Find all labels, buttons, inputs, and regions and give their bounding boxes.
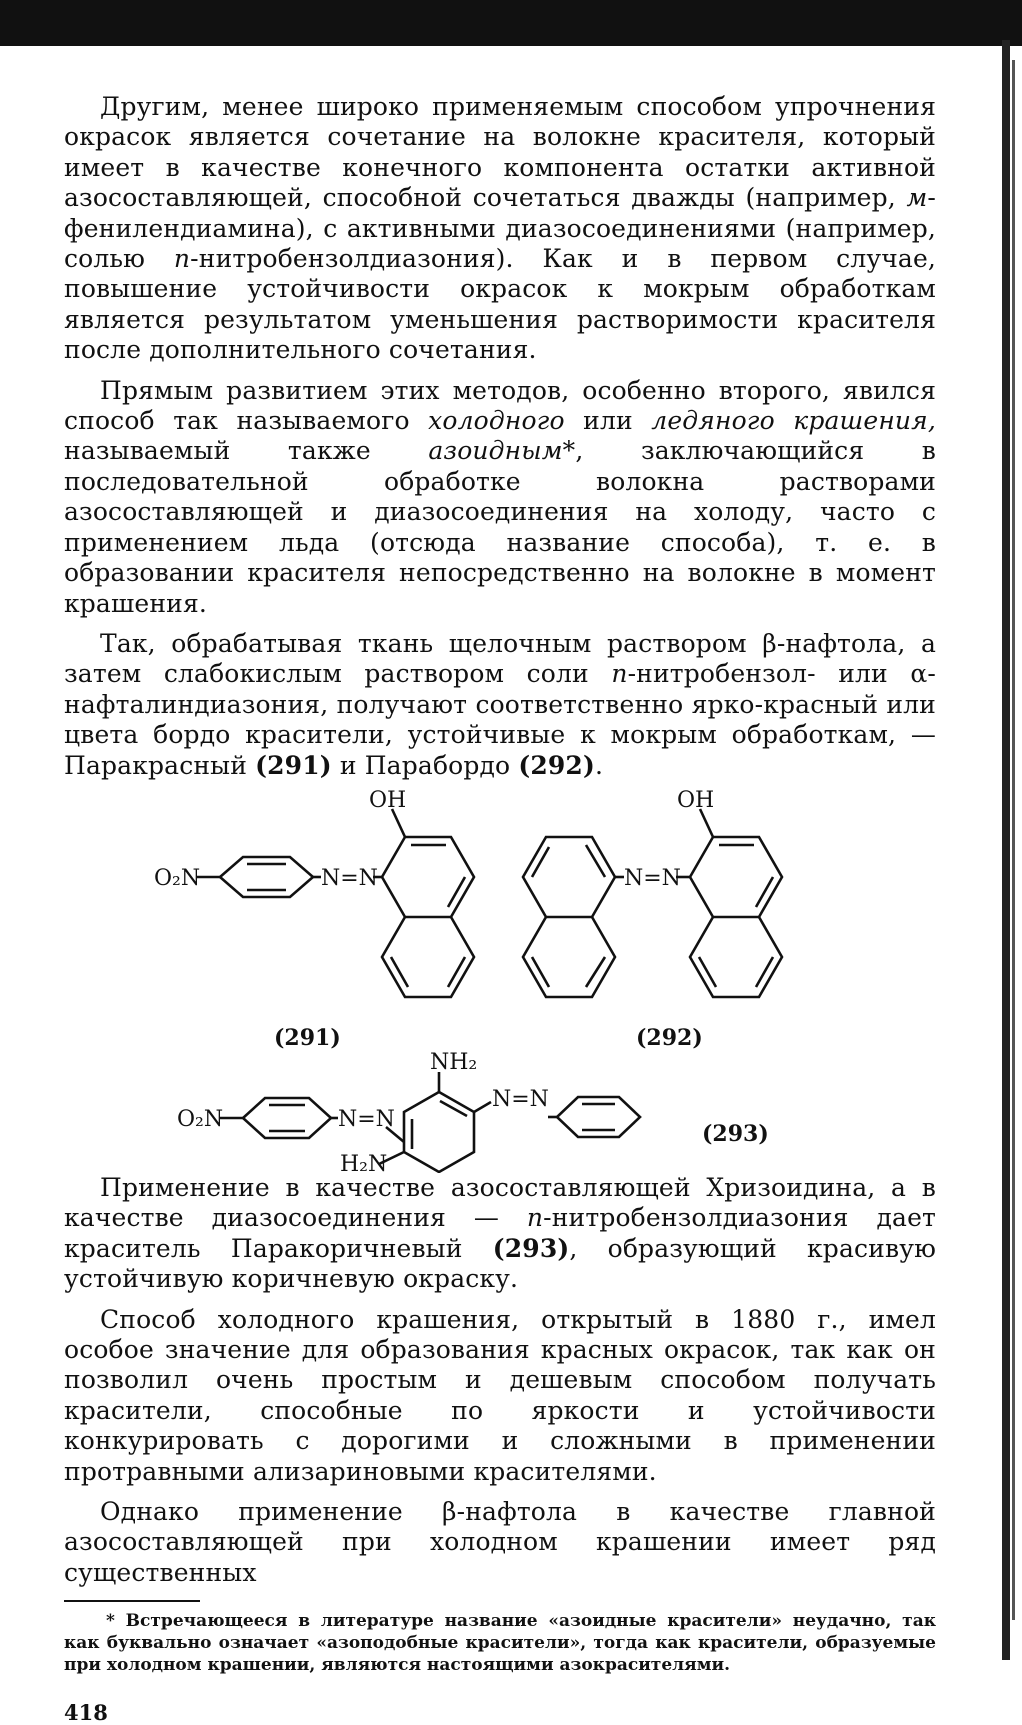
- scan-top-border: [0, 0, 1022, 46]
- naphthol-lower-ring-292: [690, 917, 782, 997]
- scan-right-border: [1002, 40, 1010, 1660]
- paragraph-4-text-a: Применение в качестве азосоставляющей Хризоидина, а в качестве диазосоединения —: [64, 1172, 936, 1233]
- paragraph-1-text-c: -нитробензолдиазония). Как и в первом случае, повышение устойчивости окрасок к мокрым обработкам является результатом уменьшения растворимости красителя после дополнительного сочетания.: [64, 244, 936, 365]
- caption-291: (291): [274, 1024, 341, 1051]
- paragraph-6: Однако применение β-нафтола в качестве главной азосоставляющей при холодном крашении имеет ряд существенных: [64, 1497, 936, 1587]
- paragraph-2: [64, 376, 936, 619]
- azo-label-293-right: N=N: [492, 1086, 549, 1112]
- naphthyl-upper-ring-292: [523, 837, 615, 917]
- book-page: [64, 92, 936, 1725]
- chemical-structures-figure: [64, 785, 936, 1173]
- amine-label-top-293: NH₂: [430, 1049, 478, 1075]
- naphthyl-upper-double-bonds-292: [532, 845, 605, 877]
- paragraph-1-italic-p: п: [173, 244, 191, 274]
- paragraph-1-italic-m: м: [906, 183, 928, 213]
- paragraph-3-ref-291: (291): [255, 750, 332, 780]
- paragraph-3-italic-p: п: [611, 659, 628, 689]
- naphthalene-upper-ring-291: [382, 837, 474, 917]
- paragraph-2-italic-cold: холодного: [428, 406, 565, 436]
- azo-label-292: N=N: [624, 865, 681, 891]
- diaminobenzene-ring-293: [404, 1092, 474, 1172]
- azo-label-291: N=N: [321, 865, 378, 891]
- paragraph-3: [64, 629, 936, 781]
- phenyl-ring-293-right-double-bonds: [582, 1104, 615, 1130]
- structure-drawing: [64, 785, 936, 1173]
- phenyl-ring-291-double-bonds: [247, 864, 286, 890]
- footnote: * Встречающееся в литературе название «азоидные красители» неудачно, так как буквально означает «азоподобные красители», тогда как красители, образуемые при холодном крашении, являются настоящими азокрасителями.: [64, 1611, 936, 1676]
- scan-right-shadow: [1012, 60, 1015, 1620]
- paragraph-2-text-b: или: [564, 406, 652, 436]
- bond-ring-azo-right-293: [474, 1102, 491, 1112]
- amine-label-bottom-293: H₂N: [340, 1151, 388, 1173]
- footnote-separator: [64, 1600, 200, 1602]
- hydroxyl-label-292: OH: [677, 787, 715, 813]
- paragraph-3-text-d: .: [594, 750, 604, 780]
- paragraph-3-text-a: Так, обрабатывая ткань щелочным раствором β-нафтола, а затем слабокислым раствором соли: [64, 628, 936, 689]
- nitro-label-293: O₂N: [177, 1106, 224, 1132]
- naphthol-upper-ring-292: [690, 837, 782, 917]
- paragraph-1-text-b: -фенилендиамина), с активными диазосоединениями (например, солью: [64, 183, 936, 274]
- phenyl-ring-293-left-double-bonds: [269, 1105, 305, 1131]
- paragraph-1: [64, 92, 936, 366]
- bond-hydroxyl-292: [700, 809, 713, 837]
- paragraph-4: [64, 1173, 936, 1295]
- paragraph-4-ref-293: (293): [492, 1233, 570, 1263]
- paragraph-2-text-d: , заключающийся в последовательной обработке волокна растворами азосоставляющей и диазосоединения на холоду, часто с применением льда (отсюда название способа), т. е. в образовании красителя непосредственно на волокне в момент крашения.: [64, 436, 936, 618]
- paragraph-1-text-a: Другим, менее широко применяемым способом упрочнения окрасок является сочетание на волокне красителя, который имеет в качестве конечного компонента остатки активной азосоставляющей, способной сочетаться дважды (например,: [64, 92, 936, 213]
- naphthyl-lower-ring-292: [523, 917, 615, 997]
- paragraph-4-italic-p: п: [526, 1203, 544, 1233]
- structure-bonds: [196, 809, 782, 1172]
- paragraph-3-ref-292: (292): [518, 750, 595, 780]
- paragraph-2-text-c: называемый также: [64, 436, 429, 466]
- paragraph-3-text-b: -нитробензол- или α-нафталиндиазония, получают соответственно ярко-красный или цвета бордо красители, устойчивые к мокрым обработкам, — Паракрасный: [64, 659, 936, 780]
- azo-label-293-left: N=N: [338, 1106, 395, 1132]
- naphthol-upper-double-bonds-292: [719, 845, 773, 907]
- naphthalene-lower-double-bonds-291: [391, 957, 465, 987]
- naphthol-lower-double-bonds-292: [699, 957, 773, 987]
- nitro-label-291: O₂N: [154, 865, 201, 891]
- hydroxyl-label-291: OH: [369, 787, 407, 813]
- diaminobenzene-double-bonds-293: [412, 1101, 467, 1149]
- caption-293: (293): [702, 1120, 769, 1147]
- paragraph-4-text-c: , образующий красивую устойчивую коричневую окраску.: [64, 1233, 936, 1294]
- caption-292: (292): [636, 1024, 703, 1051]
- naphthalene-upper-double-bonds-291: [411, 845, 465, 907]
- naphthyl-lower-double-bonds-292: [532, 957, 605, 987]
- paragraph-2-text-a: Прямым развитием этих методов, особенно второго, явился способ так называемого: [64, 375, 936, 436]
- paragraph-3-text-c: и Парабордо: [331, 750, 519, 780]
- bond-hydroxyl-291: [392, 809, 405, 837]
- paragraph-4-text-b: -нитробензолдиазония дает краситель Паракоричневый: [64, 1203, 936, 1263]
- page-number: 418: [64, 1700, 108, 1725]
- paragraph-2-italic-azoid: азоидным*: [428, 436, 576, 466]
- naphthalene-lower-ring-291: [382, 917, 474, 997]
- paragraph-5: Способ холодного крашения, открытый в 1880 г., имел особое значение для образования красных окрасок, так как он позволил очень простым и дешевым способом получать красители, способные по яркости и устойчивости конкурировать с дорогими и сложными в применении протравными ализариновыми красителями.: [64, 1304, 936, 1486]
- paragraph-2-italic-ice: ледяного крашения,: [651, 406, 936, 436]
